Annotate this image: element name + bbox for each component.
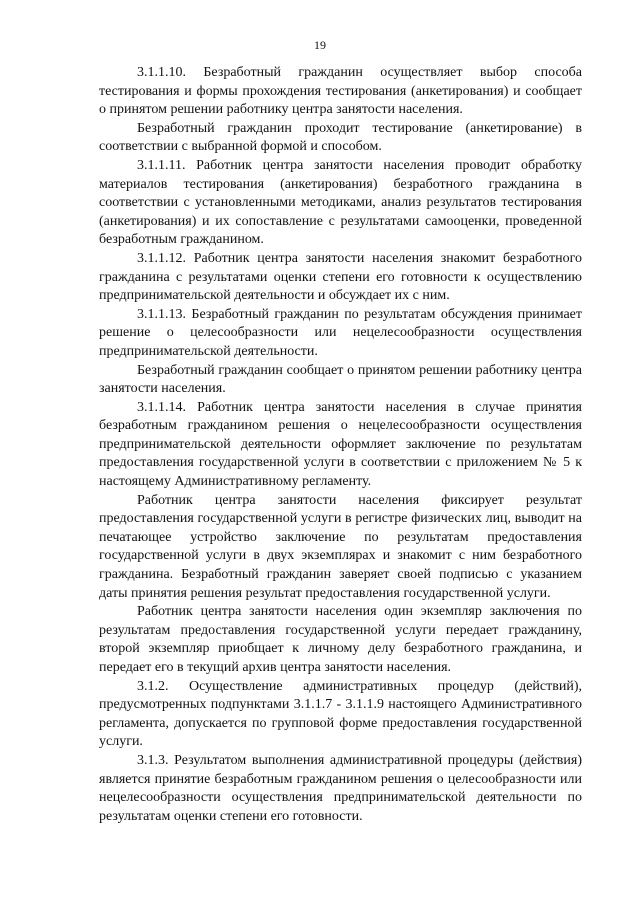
paragraph-3-1-1-14: 3.1.1.14. Работник центра занятости населения в случае принятия безработным гражданином решения о нецелесообразности осуществления предпринимательской деятельности оформляет заключение по результатам предоставления государственной услуги в соответствии с приложением № 5 к настоящему Административному регламенту. (99, 399, 582, 490)
paragraph-3-1-1-10: 3.1.1.10. Безработный гражданин осуществляет выбор способа тестирования и формы прохождения тестирования (анкетирования) и сообщает о принятом решении работнику центра занятости населения. (99, 65, 582, 118)
paragraph-3-1-1-12: 3.1.1.12. Работник центра занятости населения знакомит безработного гражданина с результатами оценки степени его готовности к осуществлению предпринимательской деятельности и обсуждает их с ним. (99, 250, 582, 304)
page-number: 19 (314, 38, 326, 52)
paragraph-testing-form: Безработный гражданин проходит тестирование (анкетирование) в соответствии с выбранной формой и способом. (99, 120, 582, 155)
paragraph-result-registration: Работник центра занятости населения фиксирует результат предоставления государственной услуги в регистре физических лиц, выводит на печатающее устройство заключение по результатам предоставления государственной услуги в двух экземплярах и знакомит с ним безработного гражданина. Безработный гражданин заверяет своей подписью с указанием даты принятия решения результат предоставления государственной услуги. (99, 492, 582, 601)
paragraph-decision-report: Безработный гражданин сообщает о принятом решении работнику центра занятости населения. (99, 362, 582, 397)
paragraph-3-1-3: 3.1.3. Результатом выполнения административной процедуры (действия) является принятие безработным гражданином решения о целесообразности или нецелесообразности осуществления предпринимательской деятельности по результатам оценки степени его готовности. (99, 752, 582, 824)
paragraph-3-1-1-11: 3.1.1.11. Работник центра занятости населения проводит обработку материалов тестирования (анкетирования) безработного гражданина в соответствии с установленными методиками, анализ результатов тестирования (анкетирования) и их сопоставление с результатами самооценки, проведенной безработным гражданином. (99, 157, 582, 248)
paragraph-3-1-2: 3.1.2. Осуществление административных процедур (действий), предусмотренных подпунктами 3.1.1.7 - 3.1.1.9 настоящего Административного регламента, допускается по групповой форме предоставления государственной услуги. (99, 678, 582, 750)
paragraph-copy-transfer: Работник центра занятости населения один экземпляр заключения по результатам предоставления государственной услуги передает гражданину, второй экземпляр приобщает к личному делу безработного гражданина, и передает его в текущий архив центра занятости населения. (99, 604, 582, 675)
document-body (99, 64, 582, 826)
paragraph-3-1-1-13: 3.1.1.13. Безработный гражданин по результатам обсуждения принимает решение о целесообразности или нецелесообразности осуществления предпринимательской деятельности. (99, 306, 582, 359)
